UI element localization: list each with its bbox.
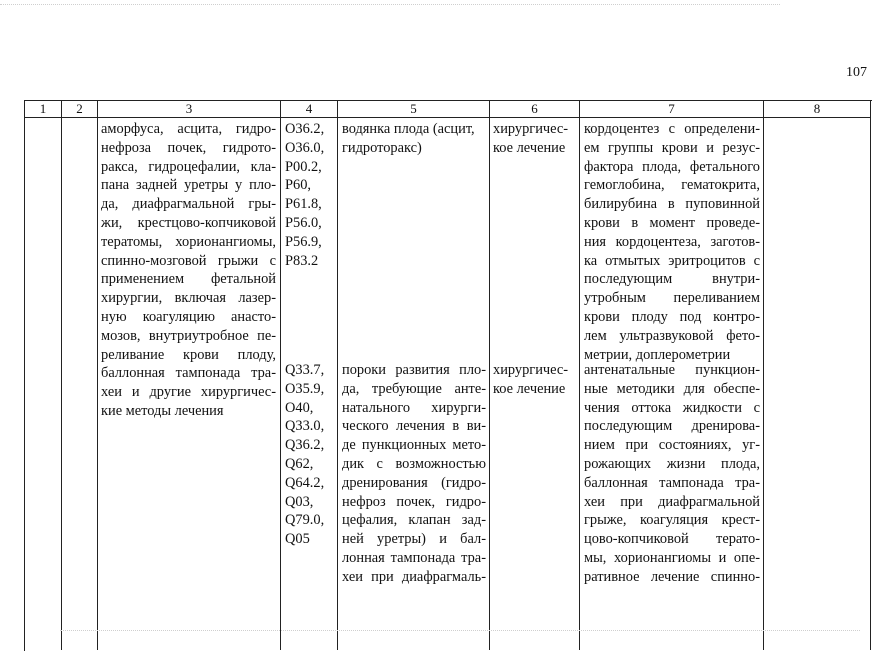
header-col-3: 3 (185, 101, 193, 116)
col-divider (61, 100, 62, 650)
text-line: спинно-мозговой грыжи с (101, 252, 276, 269)
icd-code: P56.9, (285, 233, 322, 250)
icd-code: P83.2 (285, 252, 319, 269)
text-line: пороки развития пло- (342, 362, 486, 378)
header-col-8: 8 (813, 101, 821, 116)
text-line: аморфуса, асцита, гидро- (101, 121, 276, 137)
cell-treatment-method-b (584, 361, 760, 587)
header-col-5: 5 (410, 101, 417, 116)
text-line: применением фетальной (101, 271, 276, 288)
icd-code: Q79.0, (285, 512, 325, 529)
header-col-6: 6 (531, 101, 538, 116)
header-col-7: 7 (668, 101, 675, 116)
cell-icd-codes-a (285, 120, 335, 270)
text-line: хеи при диафрагмаль- (342, 568, 486, 585)
cell-icd-codes-b (285, 361, 335, 549)
header-col-1: 1 (39, 101, 47, 116)
icd-code: Q33.0, (285, 418, 325, 435)
text-line: гидроторакс) (342, 139, 422, 156)
text-line: ную коагуляцию анасто- (101, 308, 276, 325)
scan-artifact-top (0, 4, 780, 5)
col-divider (489, 100, 490, 650)
text-line: последующим дренирова- (584, 418, 760, 435)
page-number: 107 (846, 65, 867, 80)
icd-code: Q03, (285, 493, 314, 510)
icd-code: O36.0, (285, 139, 325, 156)
text-line: тератомы, хорионангиомы, (101, 233, 276, 250)
icd-code: O36.2, (285, 121, 325, 137)
text-line: натального хирурги- (342, 399, 486, 416)
text-line: баллонная тампонада тра- (101, 365, 276, 382)
icd-code: O35.9, (285, 380, 325, 397)
icd-code: Q62, (285, 455, 314, 472)
text-line: нефроза почек, гидрото- (101, 139, 276, 156)
text-line: баллонная тампонада тра- (584, 474, 760, 491)
text-line: ные методики для обеспе- (584, 380, 760, 397)
text-line: ней уретры) и бал- (342, 531, 486, 548)
text-line: лонная тампонада тра- (342, 549, 486, 566)
text-line: хирургичес- (493, 121, 569, 137)
text-line: де пункционных мето- (342, 437, 486, 454)
text-line: хирургии, включая лазер- (101, 290, 276, 307)
text-line: ка отмытых эритроцитов с (584, 252, 760, 269)
icd-code: Q33.7, (285, 362, 325, 378)
text-line: цово-копчиковой терато- (584, 531, 760, 548)
text-line: ния кордоцентеза, заготов- (584, 233, 760, 250)
col-divider (280, 100, 281, 650)
cell-treatment-type-b (493, 361, 579, 399)
text-line: ем группы крови и резус- (584, 139, 760, 156)
icd-code: Q05 (285, 531, 310, 548)
col-divider (579, 100, 580, 650)
text-line: да, требующие анте- (342, 380, 486, 397)
text-line: хеи при диафрагмальной (584, 493, 760, 510)
text-line: крови в момент проведе- (584, 214, 760, 231)
col-divider (763, 100, 764, 650)
text-line: ческого лечения в ви- (342, 418, 486, 435)
cell-treatment-method-a (584, 120, 760, 364)
col-divider (337, 100, 338, 650)
icd-code: P00.2, (285, 158, 322, 175)
text-line: дренирования (гидро- (342, 474, 486, 491)
text-line: цефалия, клапан зад- (342, 512, 486, 529)
text-line: последующим внутри- (584, 271, 760, 288)
col-divider (870, 100, 871, 650)
col-divider (97, 100, 98, 650)
text-line: крови плоду под контро- (584, 308, 760, 325)
text-line: кордоцентез с определени- (584, 121, 760, 137)
text-line: кие методы лечения (101, 402, 224, 419)
text-line: антенатальные пункцион- (584, 362, 760, 378)
text-line: кое лечение (493, 380, 566, 397)
text-line: рожающих жизни плода, (584, 455, 760, 472)
icd-code: O40, (285, 399, 314, 416)
header-col-2: 2 (76, 101, 83, 116)
icd-code: P60, (285, 177, 311, 194)
text-line: чения оттока жидкости с (584, 399, 760, 416)
cell-treatment-type-a (493, 120, 579, 158)
text-line: ракса, гидроцефалии, кла- (101, 158, 276, 175)
cell-condition-a (342, 120, 488, 158)
icd-code: Q64.2, (285, 474, 325, 491)
text-line: пана задней уретры у пло- (101, 177, 276, 194)
header-col-4: 4 (305, 101, 313, 116)
text-line: фактора плода, фетального (584, 158, 760, 175)
icd-code: P61.8, (285, 196, 322, 213)
text-line: жи, крестцово-копчиковой (101, 214, 276, 231)
text-line: билирубина в пуповинной (584, 196, 760, 213)
text-line: лем ультразвуковой фето- (584, 327, 760, 344)
icd-code: P56.0, (285, 214, 322, 231)
icd-code: Q36.2, (285, 437, 325, 454)
text-line: водянка плода (асцит, (342, 121, 475, 137)
text-line: кое лечение (493, 139, 566, 156)
text-line: метрии, доплерометрии (584, 346, 731, 363)
text-line: нием при состояниях, уг- (584, 437, 760, 454)
text-line: мозов, внутриутробное пе- (101, 327, 276, 344)
text-line: хирургичес- (493, 362, 569, 378)
text-line: да, диафрагмальной гры- (101, 196, 276, 213)
text-line: дик с возможностью (342, 455, 486, 472)
cell-condition-b (342, 361, 486, 587)
text-line: нефроз почек, гидро- (342, 493, 486, 510)
text-line: хеи и другие хирургичес- (101, 384, 276, 401)
cell-method-description (101, 120, 276, 421)
text-line: грыже, коагуляция крест- (584, 512, 760, 529)
text-line: гемоглобина, гематокрита, (584, 177, 760, 194)
text-line: мы, хорионангиомы и опе- (584, 549, 760, 566)
text-line: ративное лечение спинно- (584, 568, 760, 585)
text-line: утробным переливанием (584, 290, 760, 307)
scan-artifact-bottom (60, 630, 860, 631)
text-line: реливание крови плоду, (101, 346, 276, 363)
